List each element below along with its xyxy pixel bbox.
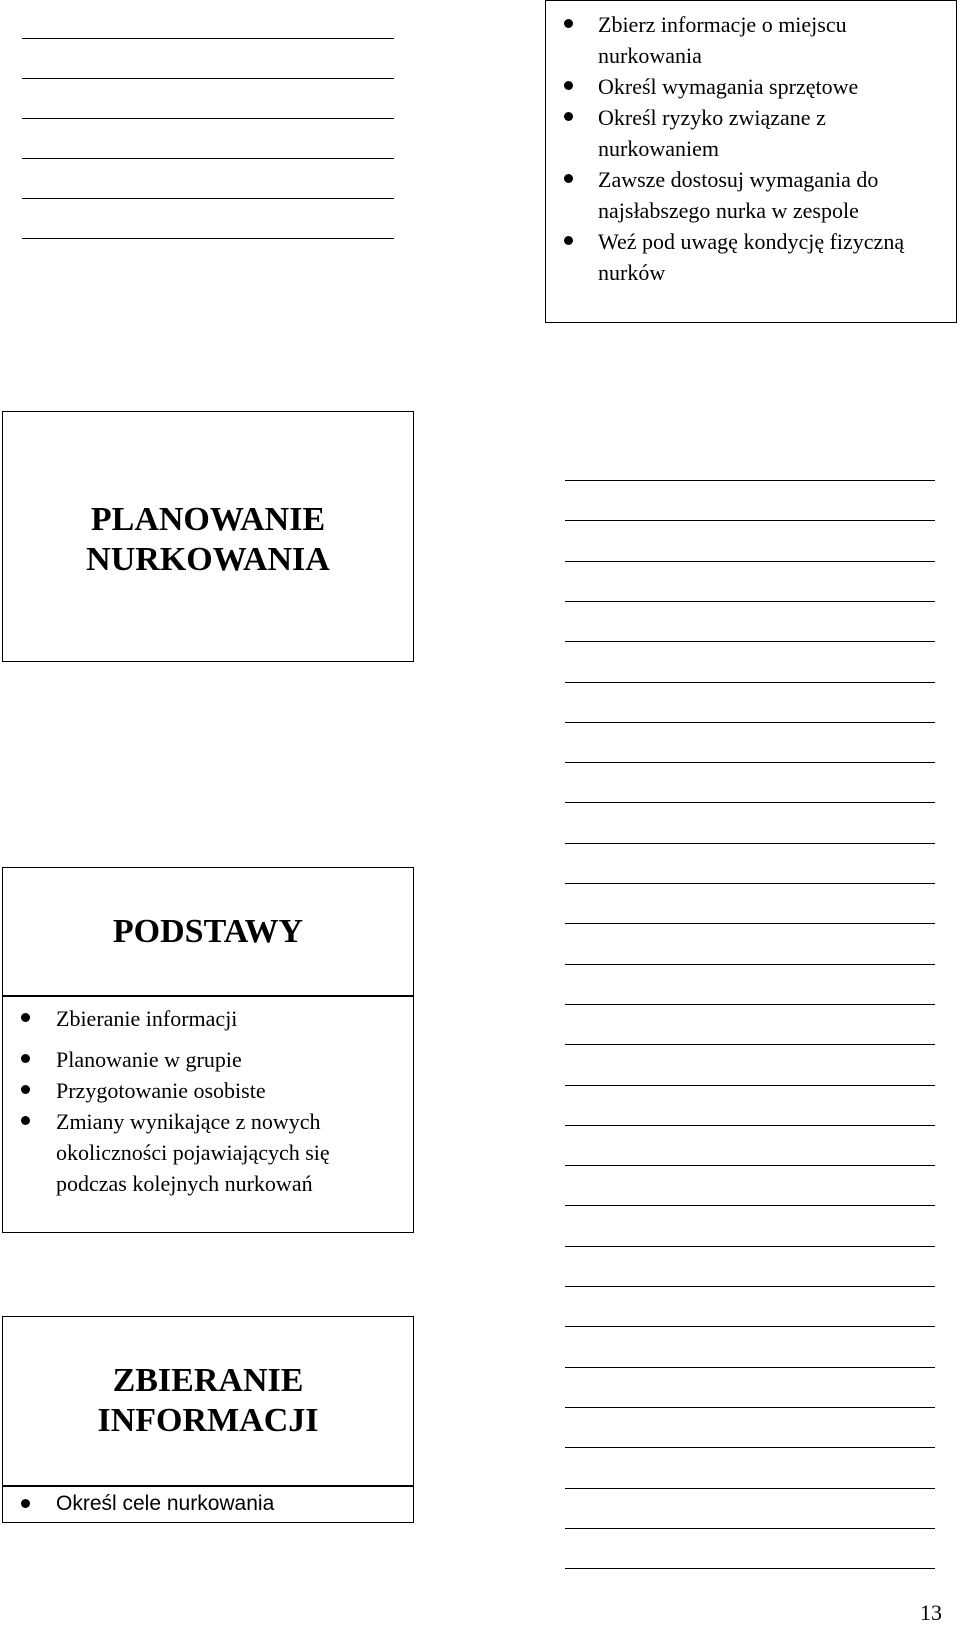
note-line bbox=[565, 843, 935, 844]
note-line bbox=[22, 38, 394, 39]
slide-podstawy-bullet bbox=[3, 1075, 403, 1106]
note-line bbox=[565, 1004, 935, 1005]
slide-podstawy-bullet-text: Zbieranie informacji bbox=[56, 1006, 238, 1031]
page-number: 13 bbox=[920, 1600, 942, 1625]
slide-planowanie-title-line1: PLANOWANIE bbox=[90, 501, 326, 538]
slide-top-bullet-text: Weź pod uwagę kondycję fizyczną nurków bbox=[598, 229, 905, 285]
note-line bbox=[565, 883, 935, 884]
slide-box-zbieranie bbox=[2, 1316, 414, 1523]
slide-top-bullet-text: Określ wymagania sprzętowe bbox=[598, 74, 859, 99]
slide-zbieranie-bullet-text: Określ cele nurkowania bbox=[56, 1492, 275, 1515]
slide-zbieranie-bullet-list bbox=[3, 1489, 403, 1519]
slide-podstawy-bullet-text: Przygotowanie osobiste bbox=[56, 1078, 266, 1103]
note-line bbox=[565, 480, 935, 481]
note-line bbox=[22, 198, 394, 199]
bullet-dot-icon bbox=[21, 1054, 30, 1063]
slide-podstawy-bullet bbox=[3, 1044, 403, 1075]
slide-planowanie-title bbox=[3, 500, 413, 580]
slide-top-bullet bbox=[546, 71, 946, 102]
slide-podstawy-title: PODSTAWY bbox=[112, 913, 304, 950]
slide-top-bullet-text: Zbierz informacje o miejscu nurkowania bbox=[598, 12, 847, 68]
slide-zbieranie-title-line1: ZBIERANIE bbox=[112, 1362, 304, 1399]
bullet-dot-icon bbox=[21, 1013, 30, 1022]
slide-top-bullet bbox=[546, 102, 946, 164]
note-line bbox=[565, 641, 935, 642]
note-line bbox=[565, 1286, 935, 1287]
slide-podstawy-divider bbox=[3, 995, 413, 997]
note-line bbox=[565, 1488, 935, 1489]
slide-zbieranie-bullet bbox=[3, 1489, 403, 1519]
note-line bbox=[565, 1447, 935, 1448]
slide-podstawy-bullet-list bbox=[3, 1003, 403, 1199]
note-line bbox=[565, 1407, 935, 1408]
note-line bbox=[565, 762, 935, 763]
bullet-dot-icon bbox=[564, 112, 573, 121]
bullet-dot-icon bbox=[564, 174, 573, 183]
note-line bbox=[565, 1568, 935, 1569]
slide-podstawy-bullet bbox=[3, 1003, 403, 1034]
note-line bbox=[565, 1246, 935, 1247]
bullet-dot-icon bbox=[564, 19, 573, 28]
note-line bbox=[22, 158, 394, 159]
slide-podstawy-bullet-text: Zmiany wynikające z nowych okoliczności pojawiających się podczas kolejnych nurkowań bbox=[56, 1109, 330, 1196]
bullet-dot-icon bbox=[21, 1499, 30, 1508]
note-line bbox=[565, 923, 935, 924]
slide-box-planowanie bbox=[2, 411, 414, 662]
slide-podstawy-bullet bbox=[3, 1106, 386, 1199]
note-line bbox=[565, 1205, 935, 1206]
slide-top-bullet bbox=[546, 164, 946, 226]
slide-top-bullet bbox=[546, 226, 946, 288]
note-line bbox=[565, 1125, 935, 1126]
bullet-dot-icon bbox=[564, 236, 573, 245]
note-line bbox=[565, 964, 935, 965]
slide-planowanie-title-line2: NURKOWANIA bbox=[86, 541, 330, 578]
slide-box-podstawy bbox=[2, 867, 414, 1233]
slide-zbieranie-title bbox=[3, 1361, 413, 1441]
slide-podstawy-bullet-text: Planowanie w grupie bbox=[56, 1047, 242, 1072]
note-line bbox=[565, 520, 935, 521]
note-line bbox=[565, 601, 935, 602]
slide-top-bullet bbox=[546, 9, 946, 71]
slide-top-bullet-list bbox=[546, 9, 946, 288]
note-line bbox=[565, 1044, 935, 1045]
note-line bbox=[565, 1085, 935, 1086]
note-line bbox=[565, 1326, 935, 1327]
note-line bbox=[565, 1528, 935, 1529]
slide-zbieranie-divider bbox=[3, 1485, 413, 1487]
slide-box-top bbox=[545, 0, 957, 323]
slide-zbieranie-title-line2: INFORMACJI bbox=[97, 1402, 319, 1439]
bullet-dot-icon bbox=[21, 1116, 30, 1125]
slide-top-bullet-text: Zawsze dostosuj wymagania do najsłabszego nurka w zespole bbox=[598, 167, 879, 223]
note-line bbox=[565, 682, 935, 683]
note-line bbox=[565, 561, 935, 562]
slide-top-bullet-text: Określ ryzyko związane z nurkowaniem bbox=[598, 105, 826, 161]
notes-lines-top-left bbox=[22, 0, 394, 250]
note-line bbox=[565, 1165, 935, 1166]
note-line bbox=[565, 802, 935, 803]
notes-lines-right bbox=[565, 440, 935, 1550]
note-line bbox=[22, 238, 394, 239]
note-line bbox=[22, 78, 394, 79]
note-line bbox=[22, 118, 394, 119]
bullet-dot-icon bbox=[21, 1085, 30, 1094]
note-line bbox=[565, 722, 935, 723]
note-line bbox=[565, 1367, 935, 1368]
bullet-dot-icon bbox=[564, 81, 573, 90]
